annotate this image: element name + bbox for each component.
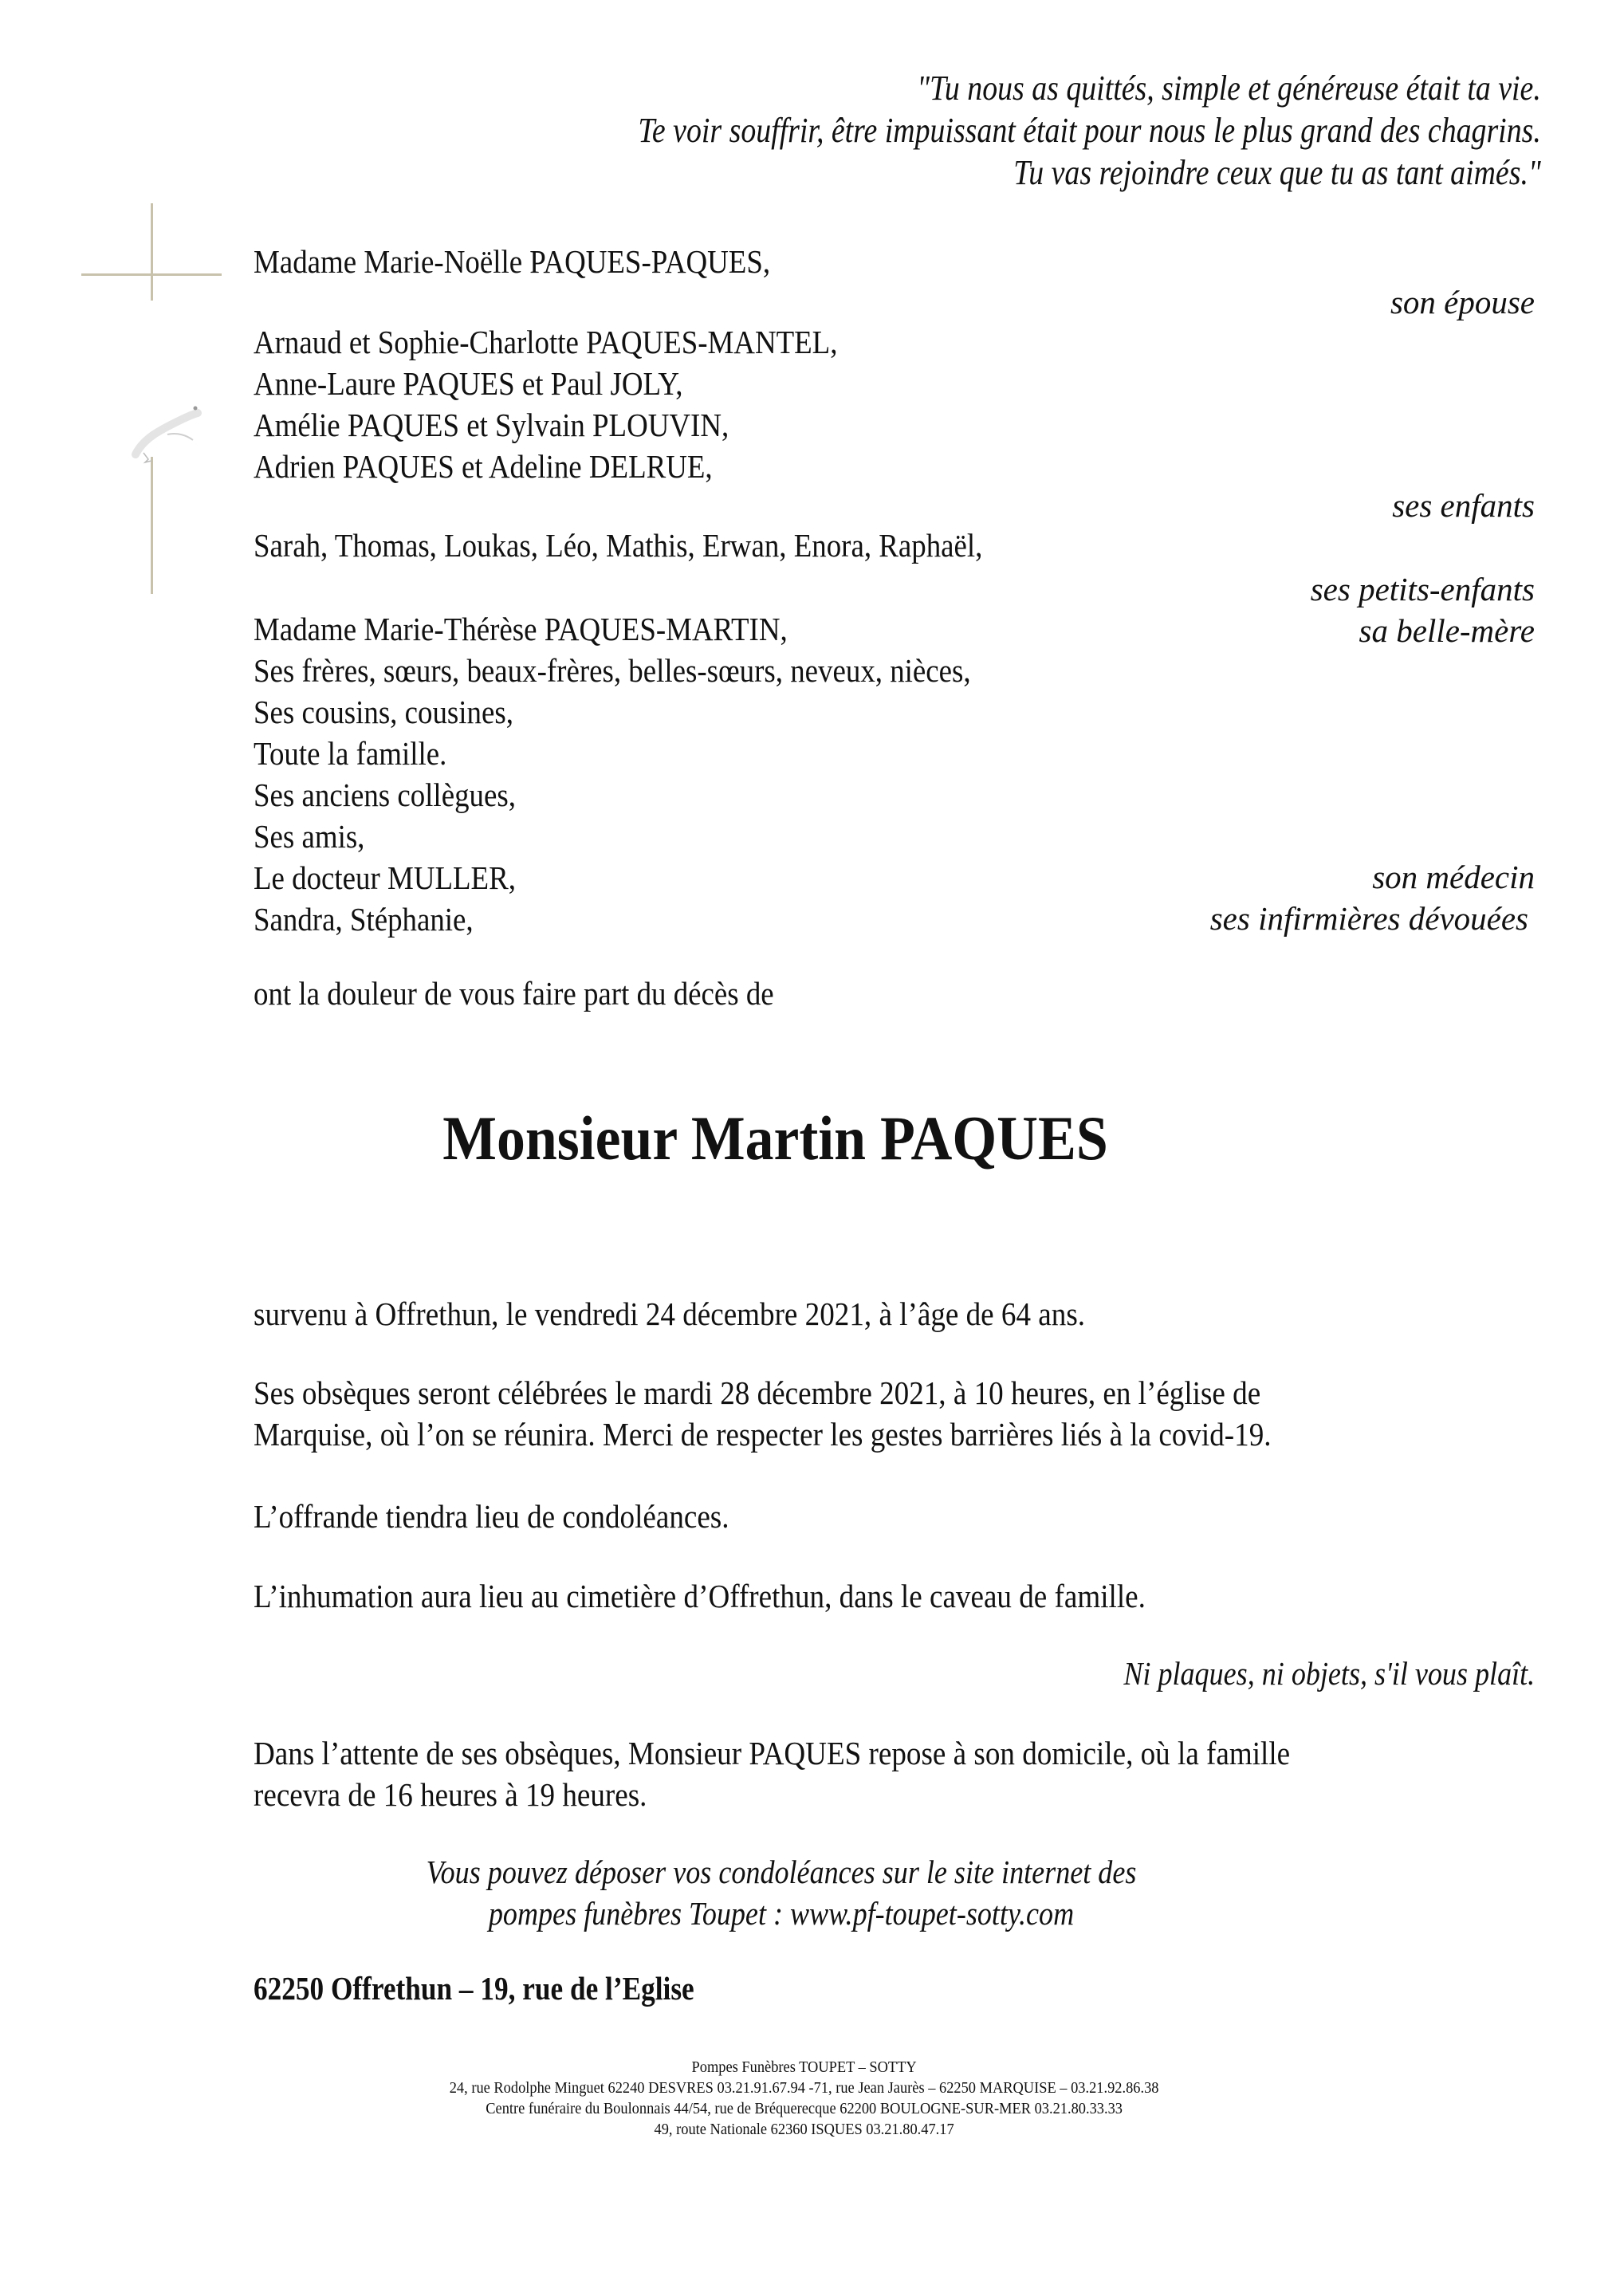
funeral-line: Ses obsèques seront célébrées le mardi 28 décembre 2021, à 10 heures, en l’église de: [254, 1374, 1261, 1411]
siblings-line: Ses frères, sœurs, beaux-frères, belles-sœurs, neveux, nièces,: [254, 652, 971, 689]
cousins-line: Ses cousins, cousines,: [254, 694, 513, 730]
deceased-name: Monsieur Martin PAQUES: [442, 1103, 1108, 1173]
announcement-intro: ont la douleur de vous faire part du décès de: [254, 975, 774, 1012]
visitation-details: [254, 1732, 1290, 1815]
epigraph-quote: [639, 67, 1541, 194]
spouse-name: Madame Marie-Noëlle PAQUES-PAQUES,: [254, 243, 771, 280]
child-name: Amélie PAQUES et Sylvain PLOUVIN,: [254, 407, 729, 443]
funeral-home-address: 49, route Nationale 62360 ISQUES 03.21.80.47.17: [654, 2121, 954, 2138]
grandchildren-names: Sarah, Thomas, Loukas, Léo, Mathis, Erwan, Enora, Raphaël,: [254, 527, 983, 564]
funeral-home-address: Centre funéraire du Boulonnais 44/54, rue de Bréquerecque 62200 BOULOGNE-SUR-MER 03.21.80.33.33: [486, 2100, 1123, 2117]
condolences-line: Vous pouvez déposer vos condoléances sur le site internet des: [426, 1854, 1137, 1890]
friends-line: Ses amis,: [254, 818, 365, 855]
nurses-names: Sandra, Stéphanie,: [254, 901, 474, 938]
child-name: Anne-Laure PAQUES et Paul JOLY,: [254, 365, 683, 402]
epigraph-line: "Tu nous as quittés, simple et généreuse était ta vie.: [917, 69, 1541, 108]
visitation-line: Dans l’attente de ses obsèques, Monsieur PAQUES repose à son domicile, où la famille: [254, 1735, 1291, 1771]
family-address: 62250 Offrethun – 19, rue de l’Eglise: [254, 1970, 694, 2007]
funeral-home-name: Pompes Funèbres TOUPET – SOTTY: [691, 2058, 917, 2076]
no-plaques-note: Ni plaques, ni objets, s'il vous plaît.: [1123, 1655, 1535, 1692]
condolences-line: pompes funèbres Toupet : www.pf-toupet-sotty.com: [488, 1895, 1075, 1932]
relation-grandchildren: ses petits-enfants: [1310, 571, 1535, 607]
cross-vertical-bar-top: [151, 203, 153, 301]
relation-nurses: ses infirmières dévouées: [1209, 900, 1528, 937]
colleagues-line: Ses anciens collègues,: [254, 776, 516, 813]
burial-details: L’inhumation aura lieu au cimetière d’Offrethun, dans le caveau de famille.: [254, 1578, 1146, 1614]
funeral-home-footer: [65, 2057, 1559, 2140]
relation-mother-in-law: sa belle-mère: [1359, 612, 1535, 649]
relation-spouse: son épouse: [1390, 284, 1535, 320]
child-name: Arnaud et Sophie-Charlotte PAQUES-MANTEL,: [254, 324, 838, 360]
relation-children: ses enfants: [1392, 487, 1535, 524]
mother-in-law-name: Madame Marie-Thérèse PAQUES-MARTIN,: [254, 611, 788, 647]
dove-icon: [120, 391, 207, 466]
epigraph-line: Tu vas rejoindre ceux que tu as tant aimés.": [1013, 153, 1541, 192]
epigraph-line: Te voir souffrir, être impuissant était pour nous le plus grand des chagrins.: [638, 111, 1541, 150]
funeral-home-address: 24, rue Rodolphe Minguet 62240 DESVRES 03.21.91.67.94 -71, rue Jean Jaurès – 62250 MARQUISE – 03.21.92.86.38: [449, 2079, 1159, 2097]
child-name: Adrien PAQUES et Adeline DELRUE,: [254, 448, 713, 485]
funeral-details: [254, 1372, 1272, 1455]
death-details: survenu à Offrethun, le vendredi 24 décembre 2021, à l’âge de 64 ans.: [254, 1295, 1086, 1332]
funeral-line: Marquise, où l’on se réunira. Merci de respecter les gestes barrières liés à la covid-19.: [254, 1416, 1272, 1453]
online-condolences-note: [94, 1851, 1469, 1934]
family-line: Toute la famille.: [254, 735, 447, 772]
visitation-line: recevra de 16 heures à 19 heures.: [254, 1776, 647, 1813]
offering-note: L’offrande tiendra lieu de condoléances.: [254, 1498, 729, 1535]
cross-vertical-bar-bottom: [151, 457, 153, 594]
relation-doctor: son médecin: [1372, 859, 1535, 895]
doctor-name: Le docteur MULLER,: [254, 859, 516, 896]
